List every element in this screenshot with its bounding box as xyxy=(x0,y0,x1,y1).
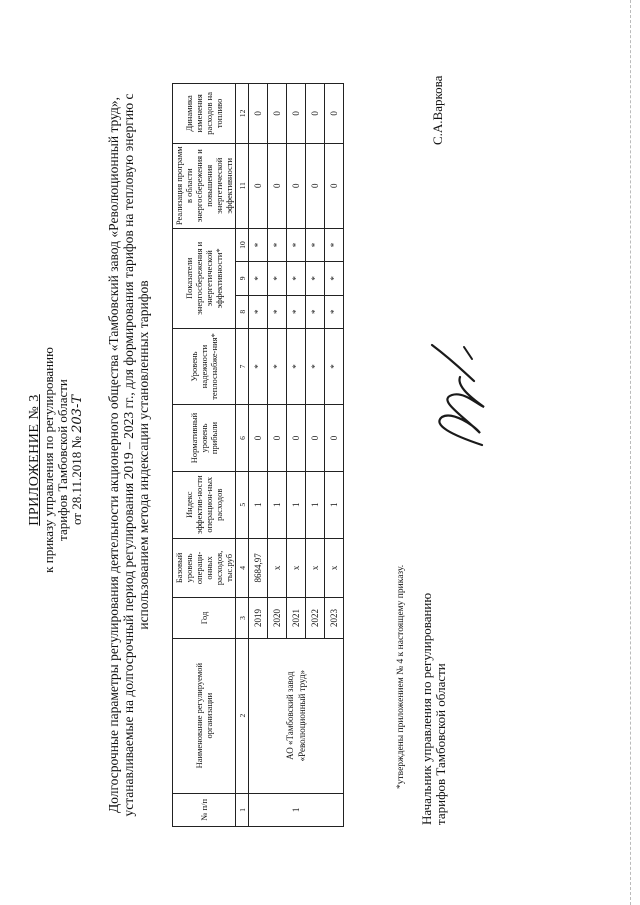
cell-index: 1 xyxy=(306,471,325,538)
cell-year: 2020 xyxy=(268,598,287,639)
cell-base: x xyxy=(325,538,344,598)
cell-year: 2019 xyxy=(249,598,268,639)
cell-energy-8: * xyxy=(325,295,344,328)
col-header-year: Год xyxy=(173,598,236,639)
cell-energy-9: * xyxy=(249,262,268,295)
cell-fuel: 0 xyxy=(249,84,268,144)
cell-reliability: * xyxy=(306,328,325,404)
column-numbers-row xyxy=(236,84,249,827)
handwritten-number: 203-Т xyxy=(70,394,85,433)
col-number: 8 xyxy=(236,295,249,328)
signatory-line2: тарифов Тамбовской области xyxy=(433,663,448,825)
cell-profit: 0 xyxy=(249,405,268,472)
col-number: 1 xyxy=(236,793,249,826)
signatory-position xyxy=(420,593,448,825)
cell-program: 0 xyxy=(287,143,306,228)
col-number: 9 xyxy=(236,262,249,295)
cell-program: 0 xyxy=(268,143,287,228)
cell-energy-10: * xyxy=(249,228,268,261)
col-number: 2 xyxy=(236,638,249,793)
cell-program: 0 xyxy=(306,143,325,228)
col-number: 7 xyxy=(236,328,249,404)
appendix-header xyxy=(28,250,85,670)
cell-energy-9: * xyxy=(287,262,306,295)
row-index: 1 xyxy=(249,793,344,826)
cell-energy-8: * xyxy=(306,295,325,328)
cell-index: 1 xyxy=(325,471,344,538)
cell-base: x xyxy=(287,538,306,598)
cell-energy-10: * xyxy=(306,228,325,261)
col-header-org: Наименование регулируемой организации xyxy=(173,638,236,793)
cell-reliability: * xyxy=(249,328,268,404)
cell-fuel: 0 xyxy=(268,84,287,144)
col-header-base-level: Базовый уровень операци-онных расходов, тыс.руб xyxy=(173,538,236,598)
cell-index: 1 xyxy=(268,471,287,538)
appendix-line3: от 28.11.2018 № 203-Т xyxy=(69,394,85,526)
cell-energy-8: * xyxy=(268,295,287,328)
cell-program: 0 xyxy=(325,143,344,228)
appendix-title: ПРИЛОЖЕНИЕ № 3 xyxy=(27,394,42,526)
document-heading xyxy=(106,75,151,835)
appendix-line2: тарифов Тамбовской области xyxy=(55,379,70,541)
signatory-name: С.А.Варкова xyxy=(430,75,445,145)
heading-line3: использованием метода индексации установленных тарифов xyxy=(136,280,151,630)
cell-reliability: * xyxy=(287,328,306,404)
cell-energy-9: * xyxy=(325,262,344,295)
col-header-fuel-dynamics: Динамика изменения расходов на топливо xyxy=(173,84,236,144)
cell-energy-10: * xyxy=(325,228,344,261)
cell-energy-9: * xyxy=(268,262,287,295)
cell-year: 2021 xyxy=(287,598,306,639)
cell-profit: 0 xyxy=(268,405,287,472)
cell-program: 0 xyxy=(249,143,268,228)
col-number: 11 xyxy=(236,143,249,228)
organization-name: АО «Тамбовский завод «Революционный труд» xyxy=(249,638,344,793)
cell-index: 1 xyxy=(249,471,268,538)
cell-reliability: * xyxy=(268,328,287,404)
table-row xyxy=(249,84,268,827)
footnote: *утверждены приложением № 4 к настоящему приказу. xyxy=(396,564,406,789)
cell-profit: 0 xyxy=(287,405,306,472)
cell-fuel: 0 xyxy=(306,84,325,144)
cell-index: 1 xyxy=(287,471,306,538)
appendix-line1: к приказу управления по регулированию xyxy=(41,347,56,573)
cell-base: x xyxy=(268,538,287,598)
handwritten-signature-icon xyxy=(412,335,502,455)
cell-fuel: 0 xyxy=(287,84,306,144)
signatory-line1: Начальник управления по регулированию xyxy=(419,592,434,825)
col-number: 5 xyxy=(236,471,249,538)
cell-profit: 0 xyxy=(306,405,325,472)
header-row xyxy=(173,84,236,827)
col-header-program: Реализация программ в области энергосбережения и повышения энергетической эффективности xyxy=(173,143,236,228)
col-number: 6 xyxy=(236,405,249,472)
col-number: 4 xyxy=(236,538,249,598)
col-number: 12 xyxy=(236,84,249,144)
cell-energy-8: * xyxy=(249,295,268,328)
col-header-reliability: Уровень надежности теплоснабже-ния* xyxy=(173,328,236,404)
cell-energy-10: * xyxy=(287,228,306,261)
col-header-energy-indicators: Показатели энергосбережения и энергетической эффективности* xyxy=(173,228,236,328)
cell-profit: 0 xyxy=(325,405,344,472)
cell-base: x xyxy=(306,538,325,598)
cell-energy-8: * xyxy=(287,295,306,328)
col-header-num: № п/п xyxy=(173,793,236,826)
cell-fuel: 0 xyxy=(325,84,344,144)
scan-edge-divider xyxy=(630,0,631,905)
col-header-normative-profit: Нормативный уровень прибыли xyxy=(173,405,236,472)
col-number: 3 xyxy=(236,598,249,639)
heading-line1: Долгосрочные параметры регулирования деятельности акционерного общества «Тамбовский завод «Революционный труд», xyxy=(106,96,121,814)
col-header-efficiency-index: Индекс эффектив-ности операцион-ных расходов xyxy=(173,471,236,538)
heading-line2: устанавливаемые на долгосрочный период регулирования 2019 – 2023 гг., для формирования тарифов на тепловую энергию с xyxy=(121,93,136,817)
cell-energy-10: * xyxy=(268,228,287,261)
cell-base: 8684,97 xyxy=(249,538,268,598)
col-number: 10 xyxy=(236,228,249,261)
parameters-table xyxy=(172,83,344,827)
cell-year: 2022 xyxy=(306,598,325,639)
cell-reliability: * xyxy=(325,328,344,404)
cell-energy-9: * xyxy=(306,262,325,295)
cell-year: 2023 xyxy=(325,598,344,639)
